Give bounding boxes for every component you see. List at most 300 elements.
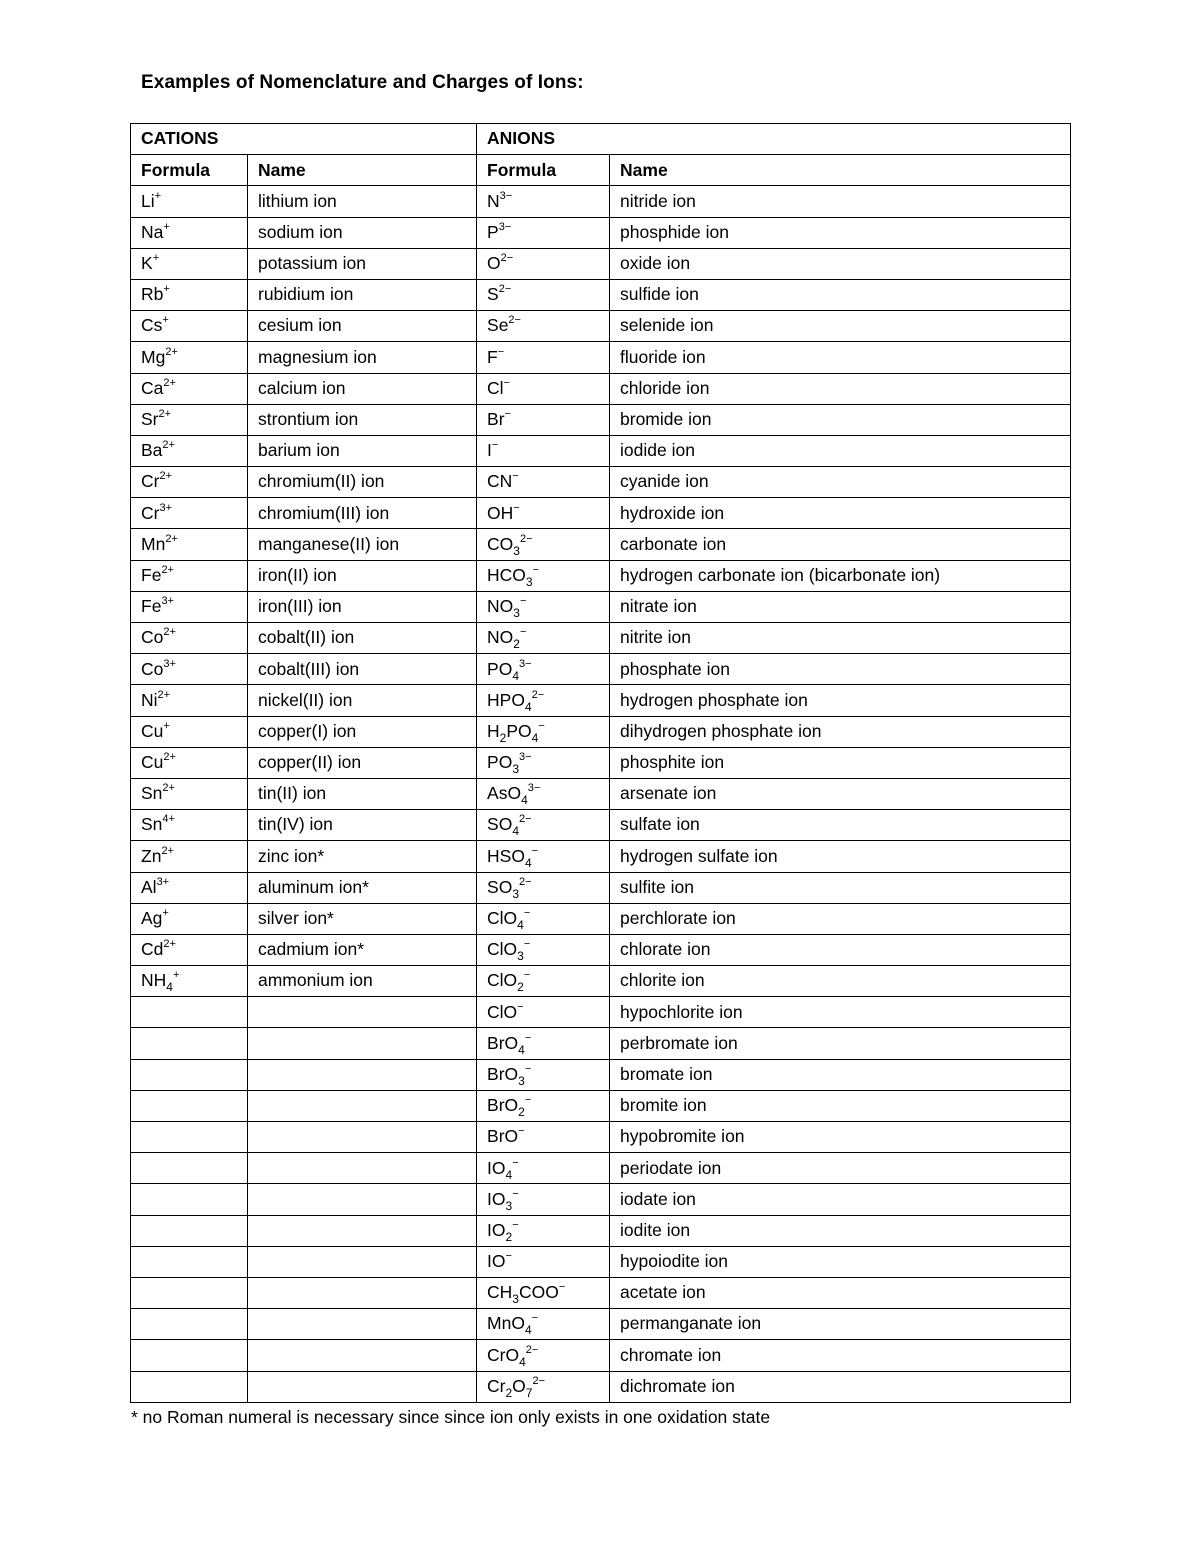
formula-text: Cr	[487, 1375, 506, 1396]
cation-formula-cell	[131, 747, 248, 778]
charge: −	[524, 1062, 532, 1075]
charge: 3−	[499, 189, 513, 202]
charge: 3−	[519, 751, 532, 764]
formula-text: H	[487, 720, 500, 741]
anion-name-cell: periodate ion	[610, 1153, 1071, 1184]
subscript: 4	[531, 730, 539, 745]
anion-formula-cell	[477, 1028, 610, 1059]
table-row	[131, 248, 1071, 279]
table-row	[131, 1122, 1071, 1153]
formula-text: HPO	[487, 689, 525, 710]
subscript: 4	[519, 1354, 526, 1369]
table-row	[131, 934, 1071, 965]
anion-name-cell: nitrite ion	[610, 623, 1071, 654]
formula-text: CN	[487, 471, 513, 492]
cation-formula-cell	[131, 997, 248, 1028]
formula-text: O	[512, 1375, 526, 1396]
anion-name-cell: phosphate ion	[610, 654, 1071, 685]
formula-text: NO	[487, 596, 514, 617]
table-row	[131, 498, 1071, 529]
table-row	[131, 1371, 1071, 1402]
charge: 2−	[519, 875, 532, 888]
cations-header: CATIONS	[131, 124, 477, 155]
anion-name-cell: sulfate ion	[610, 810, 1071, 841]
charge: −	[512, 1218, 519, 1231]
anion-formula-header: Formula	[477, 155, 610, 186]
anion-formula-cell	[477, 966, 610, 997]
anion-name-header: Name	[610, 155, 1071, 186]
charge: +	[163, 220, 170, 233]
table-row	[131, 1153, 1071, 1184]
anion-name-cell: oxide ion	[610, 248, 1071, 279]
subscript: 3	[525, 574, 533, 589]
cation-name-cell	[248, 997, 477, 1028]
formula-text: Cr	[141, 471, 160, 492]
table-row	[131, 654, 1071, 685]
charge: −	[497, 345, 505, 358]
subscript: 2	[505, 1229, 513, 1244]
formula-text: Al	[141, 876, 157, 897]
cation-formula-cell	[131, 934, 248, 965]
charge: 2−	[500, 252, 514, 265]
formula-text: Sr	[141, 409, 159, 430]
formula-text: Fe	[141, 596, 162, 617]
anion-formula-cell	[477, 1122, 610, 1153]
cation-formula-cell	[131, 217, 248, 248]
charge: 2−	[525, 1343, 539, 1356]
subscript: 2	[518, 1105, 525, 1120]
formula-text: Ba	[141, 440, 163, 461]
anion-formula-cell	[477, 248, 610, 279]
charge: −	[531, 1312, 539, 1325]
charge: −	[512, 1156, 519, 1169]
table-row	[131, 778, 1071, 809]
subscript: 4	[166, 980, 173, 995]
table-row	[131, 872, 1071, 903]
anion-name-cell: hydrogen carbonate ion (bicarbonate ion)	[610, 560, 1071, 591]
cation-name-cell: lithium ion	[248, 186, 477, 217]
cation-name-cell	[248, 1090, 477, 1121]
table-row	[131, 1028, 1071, 1059]
cation-name-cell	[248, 1340, 477, 1371]
cation-formula-cell	[131, 685, 248, 716]
charge: 2+	[163, 626, 176, 639]
anion-name-cell: acetate ion	[610, 1277, 1071, 1308]
anion-name-cell: bromite ion	[610, 1090, 1071, 1121]
anion-formula-cell	[477, 311, 610, 342]
anion-formula-cell	[477, 716, 610, 747]
formula-text: N	[487, 190, 500, 211]
formula-text: K	[141, 253, 153, 274]
cation-name-cell: nickel(II) ion	[248, 685, 477, 716]
cation-name-cell: potassium ion	[248, 248, 477, 279]
table-row	[131, 1309, 1071, 1340]
cation-name-cell: tin(II) ion	[248, 778, 477, 809]
formula-text: BrO	[487, 1032, 519, 1053]
formula-text: Cu	[141, 720, 164, 741]
subscript: 3	[512, 762, 519, 777]
cation-formula-cell	[131, 1090, 248, 1121]
table-row	[131, 591, 1071, 622]
subscript: 3	[512, 886, 519, 901]
anion-name-cell: selenide ion	[610, 311, 1071, 342]
charge: −	[519, 626, 527, 639]
formula-text: AsO	[487, 783, 522, 804]
anion-name-cell: nitride ion	[610, 186, 1071, 217]
anion-formula-cell	[477, 591, 610, 622]
anion-name-cell: hypoiodite ion	[610, 1246, 1071, 1277]
formula-text: Cr	[141, 502, 160, 523]
anion-formula-cell	[477, 373, 610, 404]
cation-name-cell: strontium ion	[248, 404, 477, 435]
charge: 2+	[162, 782, 175, 795]
column-header-row	[131, 155, 1071, 186]
cation-formula-cell	[131, 186, 248, 217]
table-row	[131, 217, 1071, 248]
anion-formula-cell	[477, 279, 610, 310]
cation-formula-cell	[131, 1028, 248, 1059]
anion-name-cell: iodate ion	[610, 1184, 1071, 1215]
formula-text: PO	[487, 658, 513, 679]
anion-name-cell: hypobromite ion	[610, 1122, 1071, 1153]
cation-formula-cell	[131, 467, 248, 498]
formula-text: S	[487, 284, 499, 305]
subscript: 4	[521, 793, 528, 808]
cation-name-cell: rubidium ion	[248, 279, 477, 310]
anion-formula-cell	[477, 685, 610, 716]
formula-text: NH	[141, 970, 167, 991]
cation-formula-cell	[131, 1277, 248, 1308]
anion-name-cell: bromide ion	[610, 404, 1071, 435]
table-row	[131, 1246, 1071, 1277]
anion-name-cell: sulfide ion	[610, 279, 1071, 310]
charge: 2+	[157, 688, 171, 701]
subscript: 3	[505, 1198, 513, 1213]
cation-formula-cell	[131, 279, 248, 310]
subscript: 4	[524, 1323, 532, 1338]
subscript: 2	[499, 730, 507, 745]
cation-formula-cell	[131, 841, 248, 872]
anion-name-cell: carbonate ion	[610, 529, 1071, 560]
cation-formula-cell	[131, 716, 248, 747]
ions-table-body	[131, 124, 1071, 1403]
formula-text: Cu	[141, 752, 164, 773]
cation-formula-cell	[131, 435, 248, 466]
cation-name-cell	[248, 1246, 477, 1277]
anion-formula-cell	[477, 435, 610, 466]
charge: 2+	[161, 844, 174, 857]
cation-name-cell: copper(II) ion	[248, 747, 477, 778]
cation-formula-cell	[131, 1246, 248, 1277]
formula-text: HCO	[487, 564, 526, 585]
anion-formula-cell	[477, 623, 610, 654]
formula-text: Ag	[141, 908, 163, 929]
anion-formula-cell	[477, 903, 610, 934]
anion-formula-cell	[477, 1277, 610, 1308]
table-row	[131, 966, 1071, 997]
cation-name-cell	[248, 1215, 477, 1246]
cation-name-cell: ammonium ion	[248, 966, 477, 997]
anion-formula-cell	[477, 810, 610, 841]
formula-text: SO	[487, 876, 513, 897]
formula-text: PO	[487, 752, 513, 773]
charge: −	[523, 938, 531, 951]
cation-formula-cell	[131, 1340, 248, 1371]
formula-text: Se	[487, 315, 509, 336]
formula-text: ClO	[487, 970, 518, 991]
charge: −	[558, 1281, 566, 1294]
anion-name-cell: phosphite ion	[610, 747, 1071, 778]
table-row	[131, 1340, 1071, 1371]
cation-formula-cell	[131, 778, 248, 809]
charge: +	[154, 189, 162, 202]
cation-formula-cell	[131, 1122, 248, 1153]
formula-text: CO	[487, 533, 514, 554]
table-row	[131, 810, 1071, 841]
footnote: * no Roman numeral is necessary since since ion only exists in one oxidation state	[131, 1407, 771, 1427]
cation-name-cell: calcium ion	[248, 373, 477, 404]
formula-text: Cs	[141, 315, 163, 336]
subscript: 3	[518, 1073, 525, 1088]
cation-formula-cell	[131, 1153, 248, 1184]
cation-formula-cell	[131, 560, 248, 591]
charge: 2−	[498, 283, 512, 296]
table-row	[131, 747, 1071, 778]
formula-text: Mn	[141, 533, 166, 554]
charge: −	[512, 1187, 519, 1200]
formula-text: COO	[518, 1282, 559, 1303]
charge: 3+	[156, 875, 170, 888]
charge: +	[152, 252, 160, 265]
anion-name-cell: bromate ion	[610, 1059, 1071, 1090]
cation-name-cell: barium ion	[248, 435, 477, 466]
cation-formula-cell	[131, 654, 248, 685]
anion-name-cell: perbromate ion	[610, 1028, 1071, 1059]
formula-text: CH	[487, 1282, 513, 1303]
subscript: 3	[512, 1292, 519, 1307]
table-row	[131, 435, 1071, 466]
cation-name-header: Name	[248, 155, 477, 186]
formula-text: CrO	[487, 1344, 520, 1365]
cation-name-cell	[248, 1028, 477, 1059]
cation-formula-cell	[131, 1371, 248, 1402]
table-row	[131, 903, 1071, 934]
anion-formula-cell	[477, 841, 610, 872]
cation-formula-cell	[131, 1215, 248, 1246]
formula-text: Cd	[141, 939, 164, 960]
table-row	[131, 529, 1071, 560]
anion-formula-cell	[477, 778, 610, 809]
anion-name-cell: arsenate ion	[610, 778, 1071, 809]
table-row	[131, 467, 1071, 498]
anion-formula-cell	[477, 342, 610, 373]
cation-name-cell	[248, 1371, 477, 1402]
charge: 4+	[162, 813, 175, 826]
charge: 3+	[163, 657, 176, 670]
formula-text: IO	[487, 1251, 506, 1272]
formula-text: ClO	[487, 908, 518, 929]
formula-text: Sn	[141, 814, 163, 835]
cation-name-cell: sodium ion	[248, 217, 477, 248]
subscript: 2	[505, 1385, 513, 1400]
subscript: 4	[512, 668, 519, 683]
anion-name-cell: hydroxide ion	[610, 498, 1071, 529]
formula-text: Br	[487, 409, 505, 430]
charge: 2+	[159, 470, 173, 483]
anion-name-cell: chlorate ion	[610, 934, 1071, 965]
subscript: 3	[513, 543, 520, 558]
formula-text: Sn	[141, 783, 163, 804]
cation-name-cell: zinc ion*	[248, 841, 477, 872]
cation-formula-cell	[131, 498, 248, 529]
anion-name-cell: hypochlorite ion	[610, 997, 1071, 1028]
table-row	[131, 186, 1071, 217]
anion-formula-cell	[477, 1153, 610, 1184]
table-row	[131, 279, 1071, 310]
table-row	[131, 685, 1071, 716]
charge: −	[538, 719, 545, 732]
cation-name-cell	[248, 1309, 477, 1340]
charge: −	[503, 376, 510, 389]
cation-name-cell: copper(I) ion	[248, 716, 477, 747]
subscript: 4	[517, 918, 524, 933]
charge: 2+	[158, 408, 172, 421]
formula-text: Li	[141, 190, 155, 211]
formula-text: IO	[487, 1188, 506, 1209]
anion-formula-cell	[477, 1059, 610, 1090]
charge: 2+	[163, 751, 176, 764]
anion-formula-cell	[477, 404, 610, 435]
charge: −	[505, 1250, 512, 1263]
anion-formula-cell	[477, 1246, 610, 1277]
cation-formula-cell	[131, 529, 248, 560]
cation-name-cell: magnesium ion	[248, 342, 477, 373]
anion-formula-cell	[477, 467, 610, 498]
cation-name-cell: manganese(II) ion	[248, 529, 477, 560]
charge: 3−	[519, 657, 532, 670]
ions-table	[130, 123, 1071, 1403]
cation-formula-cell	[131, 1309, 248, 1340]
formula-text: Rb	[141, 284, 164, 305]
anion-name-cell: chloride ion	[610, 373, 1071, 404]
cation-name-cell	[248, 1184, 477, 1215]
anion-formula-cell	[477, 1309, 610, 1340]
formula-text: Ca	[141, 377, 164, 398]
charge: −	[512, 470, 519, 483]
table-row	[131, 1184, 1071, 1215]
cation-name-cell: cadmium ion*	[248, 934, 477, 965]
table-row	[131, 1059, 1071, 1090]
anion-name-cell: hydrogen phosphate ion	[610, 685, 1071, 716]
charge: 2+	[162, 439, 175, 452]
charge: −	[504, 408, 511, 421]
anion-name-cell: phosphide ion	[610, 217, 1071, 248]
charge: −	[531, 844, 539, 857]
subscript: 4	[512, 824, 519, 839]
formula-text: BrO	[487, 1063, 519, 1084]
cation-formula-cell	[131, 248, 248, 279]
cation-name-cell: silver ion*	[248, 903, 477, 934]
cation-formula-cell	[131, 404, 248, 435]
cation-name-cell: cesium ion	[248, 311, 477, 342]
anion-formula-cell	[477, 1090, 610, 1121]
cation-formula-cell	[131, 373, 248, 404]
charge: −	[532, 563, 540, 576]
anion-formula-cell	[477, 872, 610, 903]
formula-text: PO	[506, 720, 532, 741]
charge: +	[163, 283, 170, 296]
cation-formula-cell	[131, 903, 248, 934]
anion-name-cell: fluoride ion	[610, 342, 1071, 373]
cation-name-cell	[248, 1153, 477, 1184]
subscript: 4	[524, 699, 532, 714]
cation-name-cell: iron(III) ion	[248, 591, 477, 622]
charge: +	[163, 719, 170, 732]
anion-formula-cell	[477, 1184, 610, 1215]
formula-text: IO	[487, 1219, 506, 1240]
anions-header: ANIONS	[477, 124, 1071, 155]
cation-name-cell: cobalt(II) ion	[248, 623, 477, 654]
group-header-row	[131, 124, 1071, 155]
table-row	[131, 1277, 1071, 1308]
formula-text: P	[487, 221, 499, 242]
anion-formula-cell	[477, 1340, 610, 1371]
cation-formula-cell	[131, 872, 248, 903]
cation-name-cell: chromium(III) ion	[248, 498, 477, 529]
charge: 2−	[531, 688, 545, 701]
subscript: 2	[517, 980, 524, 995]
charge: 2−	[519, 813, 532, 826]
cation-formula-cell	[131, 1059, 248, 1090]
charge: 2−	[519, 532, 533, 545]
anion-formula-cell	[477, 529, 610, 560]
cation-formula-header: Formula	[131, 155, 248, 186]
table-row	[131, 404, 1071, 435]
charge: 2−	[508, 314, 521, 327]
formula-text: O	[487, 253, 501, 274]
subscript: 2	[513, 637, 520, 652]
anion-name-cell: perchlorate ion	[610, 903, 1071, 934]
cation-formula-cell	[131, 591, 248, 622]
charge: +	[172, 969, 180, 982]
table-row	[131, 342, 1071, 373]
anion-name-cell: permanganate ion	[610, 1309, 1071, 1340]
page-title: Examples of Nomenclature and Charges of Ions:	[141, 72, 584, 93]
formula-text: HSO	[487, 845, 525, 866]
cation-name-cell: tin(IV) ion	[248, 810, 477, 841]
table-row	[131, 997, 1071, 1028]
formula-text: MnO	[487, 1313, 525, 1334]
formula-text: Zn	[141, 845, 162, 866]
subscript: 7	[525, 1385, 533, 1400]
table-row	[131, 1215, 1071, 1246]
table-row	[131, 716, 1071, 747]
anion-name-cell: chlorite ion	[610, 966, 1071, 997]
cation-formula-cell	[131, 1184, 248, 1215]
formula-text: F	[487, 346, 498, 367]
cation-name-cell: iron(II) ion	[248, 560, 477, 591]
formula-text: Ni	[141, 689, 158, 710]
anion-formula-cell	[477, 498, 610, 529]
subscript: 3	[517, 949, 524, 964]
formula-text: Cl	[487, 377, 504, 398]
formula-text: Fe	[141, 564, 162, 585]
anion-formula-cell	[477, 934, 610, 965]
anion-formula-cell	[477, 654, 610, 685]
formula-text: IO	[487, 1157, 506, 1178]
subscript: 4	[505, 1167, 513, 1182]
subscript: 4	[518, 1042, 525, 1057]
